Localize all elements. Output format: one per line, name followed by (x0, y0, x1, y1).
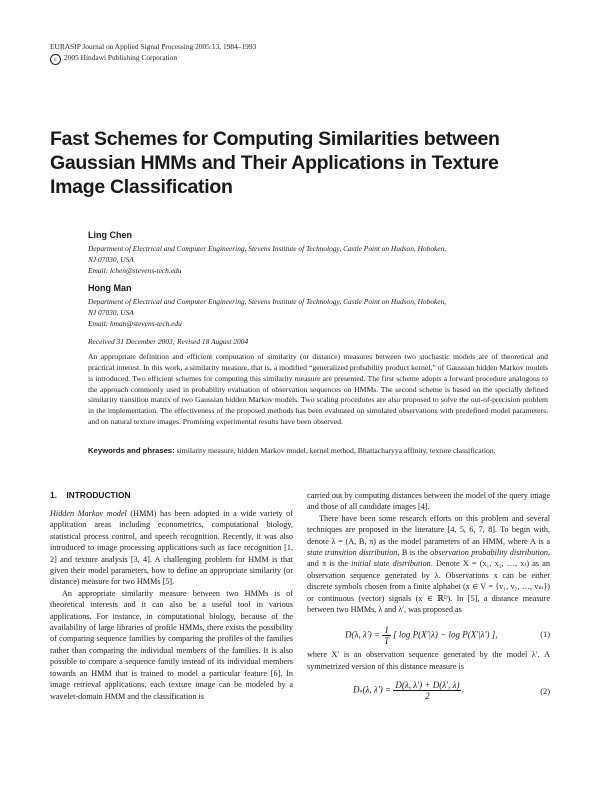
journal-header (50, 41, 256, 65)
paragraph: An appropriate similarity measure between two HMMs is of theoretical interests and it can also be a useful tool in various applications. For instance, in computational biology, because of the availability of large libraries of profile HMMs, there exists the possibility of comparing sequence families by comparing the profiles of the families rather than comparing the individual members of the families. It is also possible to compare a sequence family instead of its individual members towards an HMM that is trained to model a particular feature [6]. In image retrieval applications, each texture image can be modeled by a wavelet-domain HMM and the classification is (50, 588, 293, 701)
affiliation-line: NJ 07030, USA (88, 308, 134, 318)
abstract: An appropriate definition and efficient computation of similarity (or distance) measures between two stochastic models are of theoretical and practical interest. In this work, a similarity measure, that is, a modified “generalized probability product kernel,” of Gaussian hidden Markov models is introduced. Two efficient schemes for computing this similarity measure are presented. The first scheme adopts a forward procedure analogous to the approach commonly used in probability evaluation of observation sequences on HMMs. The second scheme is based on the specially defined similarity transition matrix of two Gaussian hidden Markov models. Two scaling procedures are also proposed to solve the out-of-precision problem in the implementation. The effectiveness of the proposed methods has been evaluated on simulated observations with predefined model parameters, and on natural texture images. Promising experimental results have been observed. (88, 352, 548, 427)
section-number: 1. (50, 490, 57, 500)
affiliation-line: Department of Electrical and Computer Engineering, Stevens Institute of Technology, Castle Point on Hudson, Hoboken, (88, 244, 447, 253)
section-title: INTRODUCTION (66, 490, 131, 500)
paragraph: carried out by computing distances between the model of the query image and those of all candidate images [4]. (307, 491, 550, 512)
equation-number: (2) (540, 687, 550, 697)
journal-citation: EURASIP Journal on Applied Signal Processing 2005:13, 1984–1993 (50, 42, 257, 51)
author-affiliation (88, 243, 518, 277)
paragraph: where X′ is an observation sequence generated by the model λ′. A symmetrized version of this distance measure is (307, 650, 550, 671)
equation-number: (1) (540, 630, 550, 640)
equation-1: D(λ, λ′) = $\frac{1}{T}$ [ log P(X′|λ) − log P(X′|λ′) ], (1) (345, 625, 550, 647)
fraction: $\frac{D(\lambda, \lambda') + D(\lambda', \lambda)}{2}$ (395, 680, 460, 702)
publisher: 2005 Hindawi Publishing Corporation (64, 53, 178, 62)
affiliation-line: Department of Electrical and Computer Engineering, Stevens Institute of Technology, Castle Point on Hudson, Hoboken, (88, 297, 447, 306)
author-affiliation (88, 296, 518, 330)
received-dates: Received 31 December 2003; Revised 18 August 2004 (88, 337, 249, 346)
paragraph: There have been some research efforts on this problem and several techniques are proposed in the literature [4, 5, 6, 7, 8]. To begin with, denote λ = (A, B, π) as the model parameters of an HMM, where A is a state transition distribution, B is the observation probability distribution, and π is the initial state distribution. Denote X = (x₁, x₂, …, xₜ) as an observation sequence generated by λ. Observations x can be either discrete symbols chosen from a finite alphabet (x ∈ V = {v₁, v₂, …, vₘ}) or continuous (vector) signals (x ∈ ℝᴰ). In [5], a distance measure between two HMMs, λ and λ′, was proposed as (307, 513, 550, 615)
section-heading (50, 490, 131, 500)
left-column (50, 508, 293, 702)
paragraph: Hidden Markov model (HMM) has been adopted in a wide variety of application areas including econometrics, computational biology, statistical process control, and speech recognition. Recently, it was also introduced to image processing applications such as face recognition [1, 2] and texture analysis [3, 4]. A challenging problem for HMM is that given their model parameters, how to define an appropriate similarity (or distance) measure for two HMMs [5]. (50, 509, 294, 587)
author-email[interactable]: Email: hman@stevens-tech.edu (88, 319, 182, 329)
term-hmm: Hidden Markov model (50, 509, 127, 518)
keywords (88, 446, 548, 457)
paper-title: Fast Schemes for Computing Similarities between Gaussian HMMs and Their Applications in Texture Image Classification (50, 128, 500, 198)
keywords-list: similarity measure, hidden Markov model, kernel method, Bhattacharyya affinity, texture classification. (176, 446, 496, 455)
author-name: Ling Chen (88, 230, 132, 240)
affiliation-line: NJ 07030, USA (88, 255, 134, 265)
keywords-label: Keywords and phrases: (88, 446, 175, 455)
right-column (307, 490, 550, 708)
author-name: Hong Man (88, 283, 132, 293)
author-email[interactable]: Email: lchen@stevens-tech.edu (88, 266, 182, 276)
fraction: $\frac{1}{T}$ (384, 625, 390, 647)
equation-2: Dₛ(λ, λ′) = $\frac{D(\lambda, \lambda') + D(\lambda', \lambda)}{2}$ . (2) (353, 680, 550, 702)
copyright-line (50, 52, 256, 65)
copyright-icon: c (50, 54, 61, 65)
